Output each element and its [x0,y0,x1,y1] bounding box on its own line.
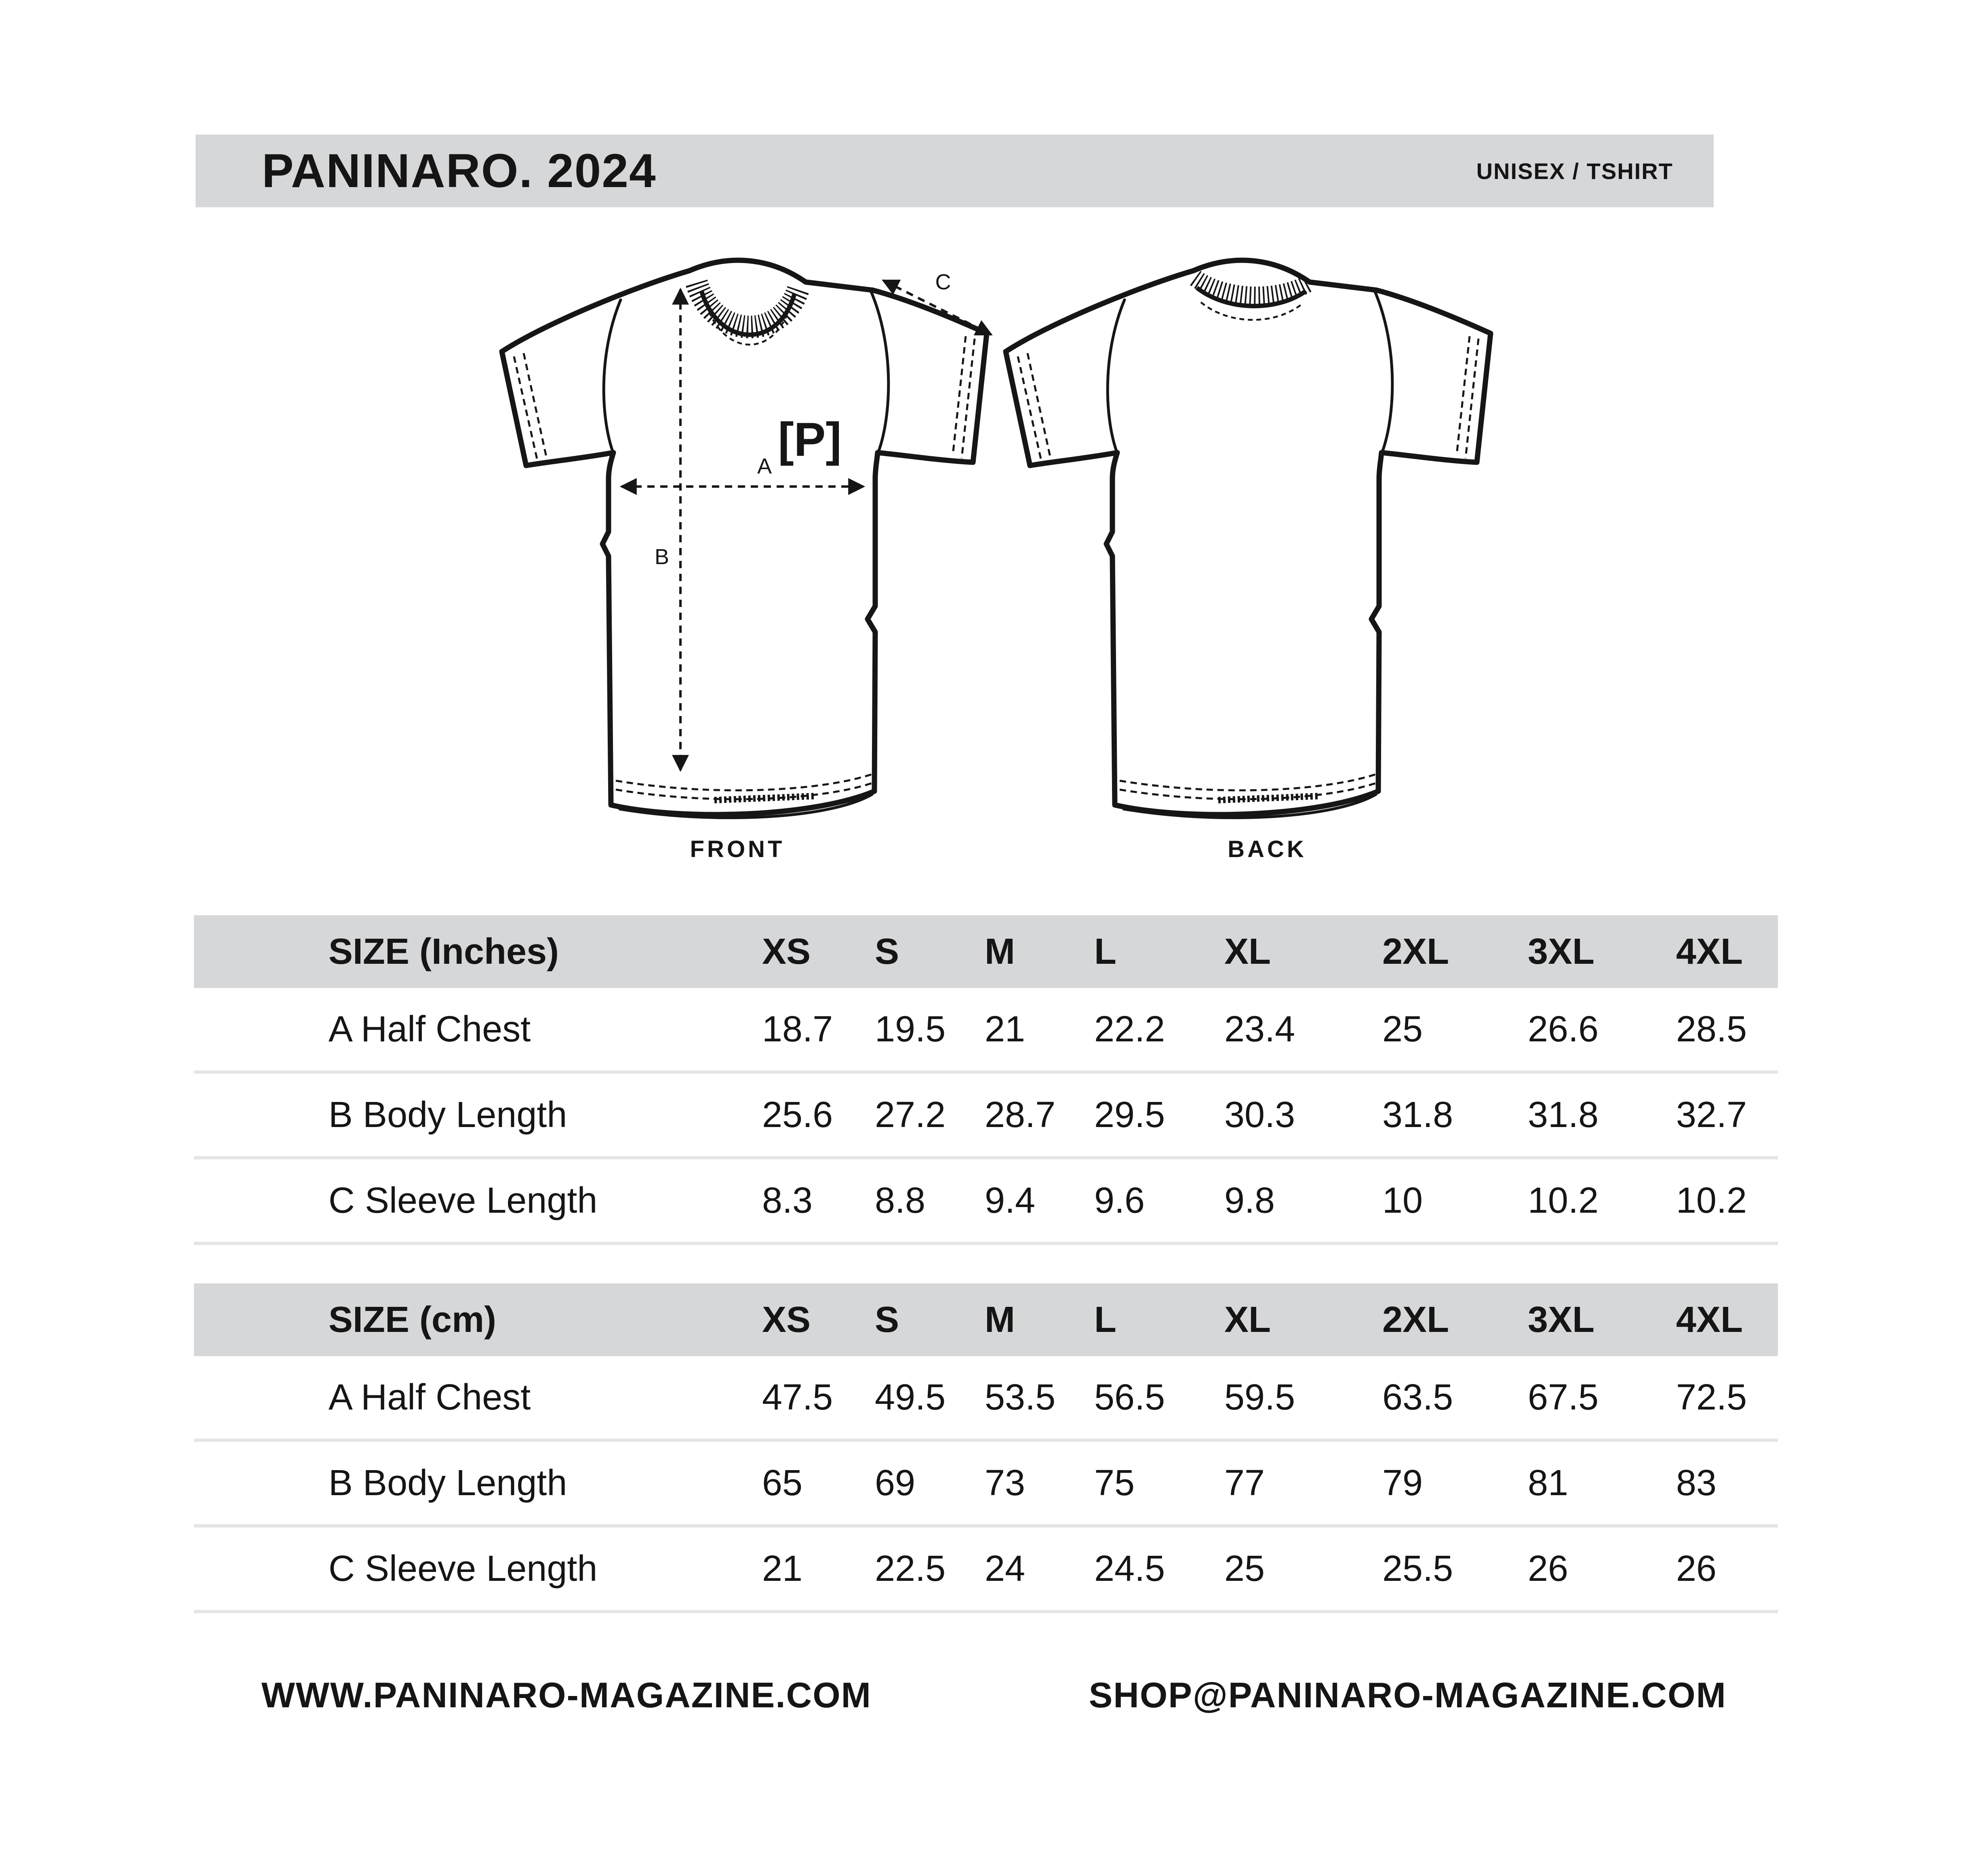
website-url: WWW.PANINARO-MAGAZINE.COM [261,1675,872,1715]
row-label: A Half Chest [329,1377,531,1418]
size-value-cell: 77 [1224,1463,1265,1503]
size-value-cell: 31.8 [1382,1095,1453,1135]
back-view-label: BACK [1228,836,1307,862]
size-value-cell: 83 [1676,1463,1717,1503]
size-col-header: S [875,1300,899,1340]
size-col-header: 3XL [1528,1300,1595,1340]
front-tee-outline [502,260,987,818]
measure-label-a: A [757,454,772,478]
row-label: A Half Chest [329,1009,531,1049]
size-value-cell: 21 [985,1009,1026,1049]
size-col-header: M [985,931,1015,972]
size-value-cell: 29.5 [1094,1095,1165,1135]
tshirt-diagram [465,251,1515,861]
size-value-cell: 49.5 [875,1377,946,1418]
row-label: C Sleeve Length [329,1549,598,1589]
size-value-cell: 31.8 [1528,1095,1599,1135]
size-value-cell: 10.2 [1676,1180,1747,1221]
size-value-cell: 69 [875,1463,916,1503]
row-label: B Body Length [329,1463,567,1503]
size-value-cell: 9.6 [1094,1180,1145,1221]
size-value-cell: 25.6 [762,1095,833,1135]
size-value-cell: 79 [1382,1463,1423,1503]
size-col-header: M [985,1300,1015,1340]
table-row [194,1074,1778,1159]
size-col-header: L [1094,1300,1116,1340]
size-value-cell: 10.2 [1528,1180,1599,1221]
size-value-cell: 18.7 [762,1009,833,1049]
product-category: UNISEX / TSHIRT [1476,158,1673,184]
size-col-header: XS [762,931,811,972]
size-value-cell: 26.6 [1528,1009,1599,1049]
size-value-cell: 25 [1382,1009,1423,1049]
size-col-header: S [875,931,899,972]
size-value-cell: 26 [1676,1549,1717,1589]
size-col-header: 4XL [1676,1300,1743,1340]
size-table-cm [194,1283,1778,1613]
size-value-cell: 10 [1382,1180,1423,1221]
table-row [194,988,1778,1074]
size-value-cell: 47.5 [762,1377,833,1418]
measure-label-c: C [935,270,951,294]
size-value-cell: 22.5 [875,1549,946,1589]
chest-logo: [P] [778,413,842,466]
size-col-header: 2XL [1382,1300,1449,1340]
size-value-cell: 59.5 [1224,1377,1295,1418]
table-row [194,1356,1778,1442]
size-col-header: L [1094,931,1116,972]
size-value-cell: 65 [762,1463,803,1503]
size-value-cell: 67.5 [1528,1377,1599,1418]
back-tee-outline [1006,260,1491,818]
measure-label-b: B [654,545,669,569]
size-col-header: 2XL [1382,931,1449,972]
size-value-cell: 22.2 [1094,1009,1165,1049]
size-value-cell: 24 [985,1549,1026,1589]
size-value-cell: 81 [1528,1463,1569,1503]
size-value-cell: 25 [1224,1549,1265,1589]
size-value-cell: 19.5 [875,1009,946,1049]
table-row [194,1442,1778,1527]
table-header-row [194,1283,1778,1356]
header-bar [196,135,1714,207]
size-value-cell: 24.5 [1094,1549,1165,1589]
shop-email: SHOP@PANINARO-MAGAZINE.COM [1089,1675,1727,1715]
table-title: SIZE (Inches) [329,931,559,972]
size-value-cell: 9.4 [985,1180,1036,1221]
size-value-cell: 30.3 [1224,1095,1295,1135]
size-value-cell: 26 [1528,1549,1569,1589]
size-value-cell: 21 [762,1549,803,1589]
size-value-cell: 73 [985,1463,1026,1503]
table-header-row [194,915,1778,988]
row-label: B Body Length [329,1095,567,1135]
footer [194,1673,1778,1717]
size-value-cell: 53.5 [985,1377,1056,1418]
size-value-cell: 72.5 [1676,1377,1747,1418]
size-col-header: 4XL [1676,931,1743,972]
size-value-cell: 75 [1094,1463,1135,1503]
size-table-inches [194,915,1778,1245]
table-row [194,1159,1778,1245]
size-value-cell: 28.7 [985,1095,1056,1135]
size-col-header: XS [762,1300,811,1340]
size-col-header: 3XL [1528,931,1595,972]
size-value-cell: 25.5 [1382,1549,1453,1589]
size-col-header: XL [1224,1300,1271,1340]
size-value-cell: 8.8 [875,1180,926,1221]
size-value-cell: 9.8 [1224,1180,1275,1221]
table-title: SIZE (cm) [329,1300,497,1340]
size-value-cell: 63.5 [1382,1377,1453,1418]
row-label: C Sleeve Length [329,1180,598,1221]
size-value-cell: 32.7 [1676,1095,1747,1135]
table-row [194,1527,1778,1613]
size-col-header: XL [1224,931,1271,972]
front-view-label: FRONT [690,836,785,862]
size-value-cell: 27.2 [875,1095,946,1135]
size-value-cell: 23.4 [1224,1009,1295,1049]
size-value-cell: 8.3 [762,1180,813,1221]
size-value-cell: 56.5 [1094,1377,1165,1418]
page-title: PANINARO. 2024 [262,144,657,198]
size-value-cell: 28.5 [1676,1009,1747,1049]
